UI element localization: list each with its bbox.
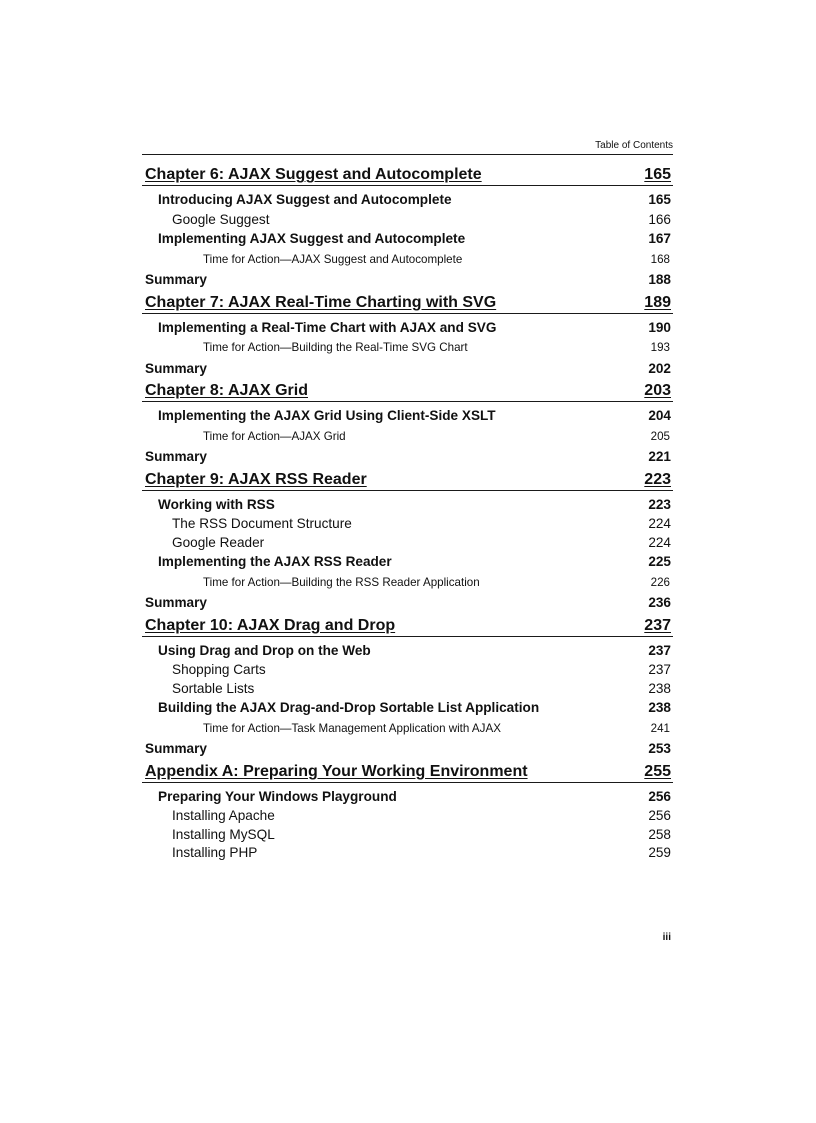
table-of-contents [142,163,673,863]
chapter-heading[interactable] [142,614,673,637]
entry-page-number: 236 [648,595,671,611]
entry-title: Summary [145,360,207,376]
entry-page-number: 188 [648,272,671,287]
toc-entry-subsection[interactable] [142,807,673,825]
toc-entry-section[interactable] [142,190,673,211]
entry-page-number: 258 [648,826,671,842]
toc-entry-summary[interactable] [142,270,673,291]
toc-entry-summary[interactable] [142,739,673,760]
entry-page-number: 253 [648,741,671,757]
chapter-heading[interactable] [142,468,673,491]
chapter-heading[interactable] [142,760,673,783]
toc-entry-section[interactable] [142,495,673,516]
entry-page-number: 224 [648,534,671,550]
entry-page-number: 204 [648,408,671,424]
toc-entry-section[interactable] [142,406,673,427]
toc-entry-summary[interactable] [142,359,673,380]
toc-entry-subsection[interactable] [142,515,673,533]
entry-page-number: 190 [648,319,671,335]
entry-page-number: 237 [648,642,671,658]
chapter-page-number: 203 [644,382,671,400]
entry-title: Time for Action—Building the Real-Time SVG Chart [203,341,468,355]
entry-page-number: 165 [648,192,671,207]
toc-entry-section[interactable] [142,229,673,250]
chapter-page-number: 189 [644,293,671,311]
entry-page-number: 202 [648,360,671,376]
entry-page-number: 256 [648,788,671,804]
toc-entry-subsection[interactable] [142,844,673,862]
toc-entry-time-for-action[interactable] [142,250,673,270]
entry-title: Preparing Your Windows Playground [158,788,397,804]
toc-entry-section[interactable] [142,552,673,573]
chapter-page-number: 255 [644,762,671,780]
entry-page-number: 193 [650,341,670,355]
entry-title: Summary [145,272,207,287]
entry-title: Implementing a Real-Time Chart with AJAX and SVG [158,319,497,335]
entry-page-number: 238 [648,700,671,716]
entry-page-number: 226 [650,575,670,589]
toc-entry-subsection[interactable] [142,680,673,698]
entry-title: Summary [145,595,207,611]
chapter-title: Chapter 10: AJAX Drag and Drop [145,616,396,634]
entry-title: Installing MySQL [172,826,275,842]
chapter-title: Chapter 6: AJAX Suggest and Autocomplete [145,166,482,183]
entry-title: Introducing AJAX Suggest and Autocomplete [158,192,452,207]
chapter-block [142,468,673,614]
toc-entry-subsection[interactable] [142,211,673,229]
chapter-block [142,379,673,468]
chapter-heading[interactable] [142,291,673,314]
chapter-title: Chapter 9: AJAX RSS Reader [145,470,367,488]
toc-page [142,138,673,863]
chapter-page-number: 223 [644,470,671,488]
entry-page-number: 259 [648,845,671,861]
chapter-page-number: 237 [644,616,671,634]
toc-entry-time-for-action[interactable] [142,338,673,358]
toc-entry-section[interactable] [142,698,673,719]
entry-page-number: 167 [648,231,671,246]
running-head: Table of Contents [142,138,673,155]
entry-page-number: 221 [648,449,671,465]
chapter-heading[interactable] [142,379,673,402]
entry-page-number: 166 [648,211,671,227]
entry-page-number: 237 [648,662,671,678]
entry-title: Time for Action—AJAX Suggest and Autocomplete [203,252,463,266]
entry-title: Installing Apache [172,808,275,824]
toc-entry-time-for-action[interactable] [142,427,673,447]
toc-entry-summary[interactable] [142,593,673,614]
chapter-block [142,760,673,863]
entry-page-number: 241 [650,721,670,735]
entry-page-number: 225 [648,554,671,570]
entry-page-number: 238 [648,680,671,696]
toc-entry-time-for-action[interactable] [142,573,673,593]
chapter-page-number: 165 [644,166,671,183]
toc-entry-section[interactable] [142,318,673,339]
entry-title: Time for Action—Building the RSS Reader Application [203,575,480,589]
entry-title: Summary [145,449,207,465]
toc-entry-subsection[interactable] [142,826,673,844]
chapter-block [142,614,673,760]
entry-title: Implementing AJAX Suggest and Autocomplete [158,231,466,246]
entry-page-number: 223 [648,496,671,512]
entry-title: Google Reader [172,534,265,550]
entry-title: Implementing the AJAX Grid Using Client-Side XSLT [158,408,496,424]
toc-entry-subsection[interactable] [142,534,673,552]
entry-title: Implementing the AJAX RSS Reader [158,554,392,570]
page-folio: iii [662,932,671,943]
chapter-block [142,163,673,291]
chapter-heading[interactable] [142,163,673,186]
chapter-title: Appendix A: Preparing Your Working Environment [145,762,528,780]
toc-entry-summary[interactable] [142,447,673,468]
toc-entry-subsection[interactable] [142,661,673,679]
entry-title: Sortable Lists [172,680,255,696]
entry-title: Shopping Carts [172,662,266,678]
entry-page-number: 168 [650,252,670,266]
toc-entry-section[interactable] [142,787,673,808]
entry-page-number: 205 [650,429,670,443]
entry-title: Time for Action—AJAX Grid [203,429,346,443]
chapter-title: Chapter 7: AJAX Real-Time Charting with SVG [145,293,497,311]
entry-page-number: 224 [648,516,671,532]
entry-title: Time for Action—Task Management Application with AJAX [203,721,501,735]
entry-title: Summary [145,741,207,757]
chapter-title: Chapter 8: AJAX Grid [145,382,308,400]
toc-entry-time-for-action[interactable] [142,719,673,739]
toc-entry-section[interactable] [142,641,673,662]
entry-title: Building the AJAX Drag-and-Drop Sortable List Application [158,700,540,716]
entry-title: Google Suggest [172,211,270,227]
entry-title: The RSS Document Structure [172,516,352,532]
entry-title: Working with RSS [158,496,275,512]
chapter-block [142,291,673,380]
entry-title: Installing PHP [172,845,258,861]
entry-title: Using Drag and Drop on the Web [158,642,371,658]
entry-page-number: 256 [648,808,671,824]
